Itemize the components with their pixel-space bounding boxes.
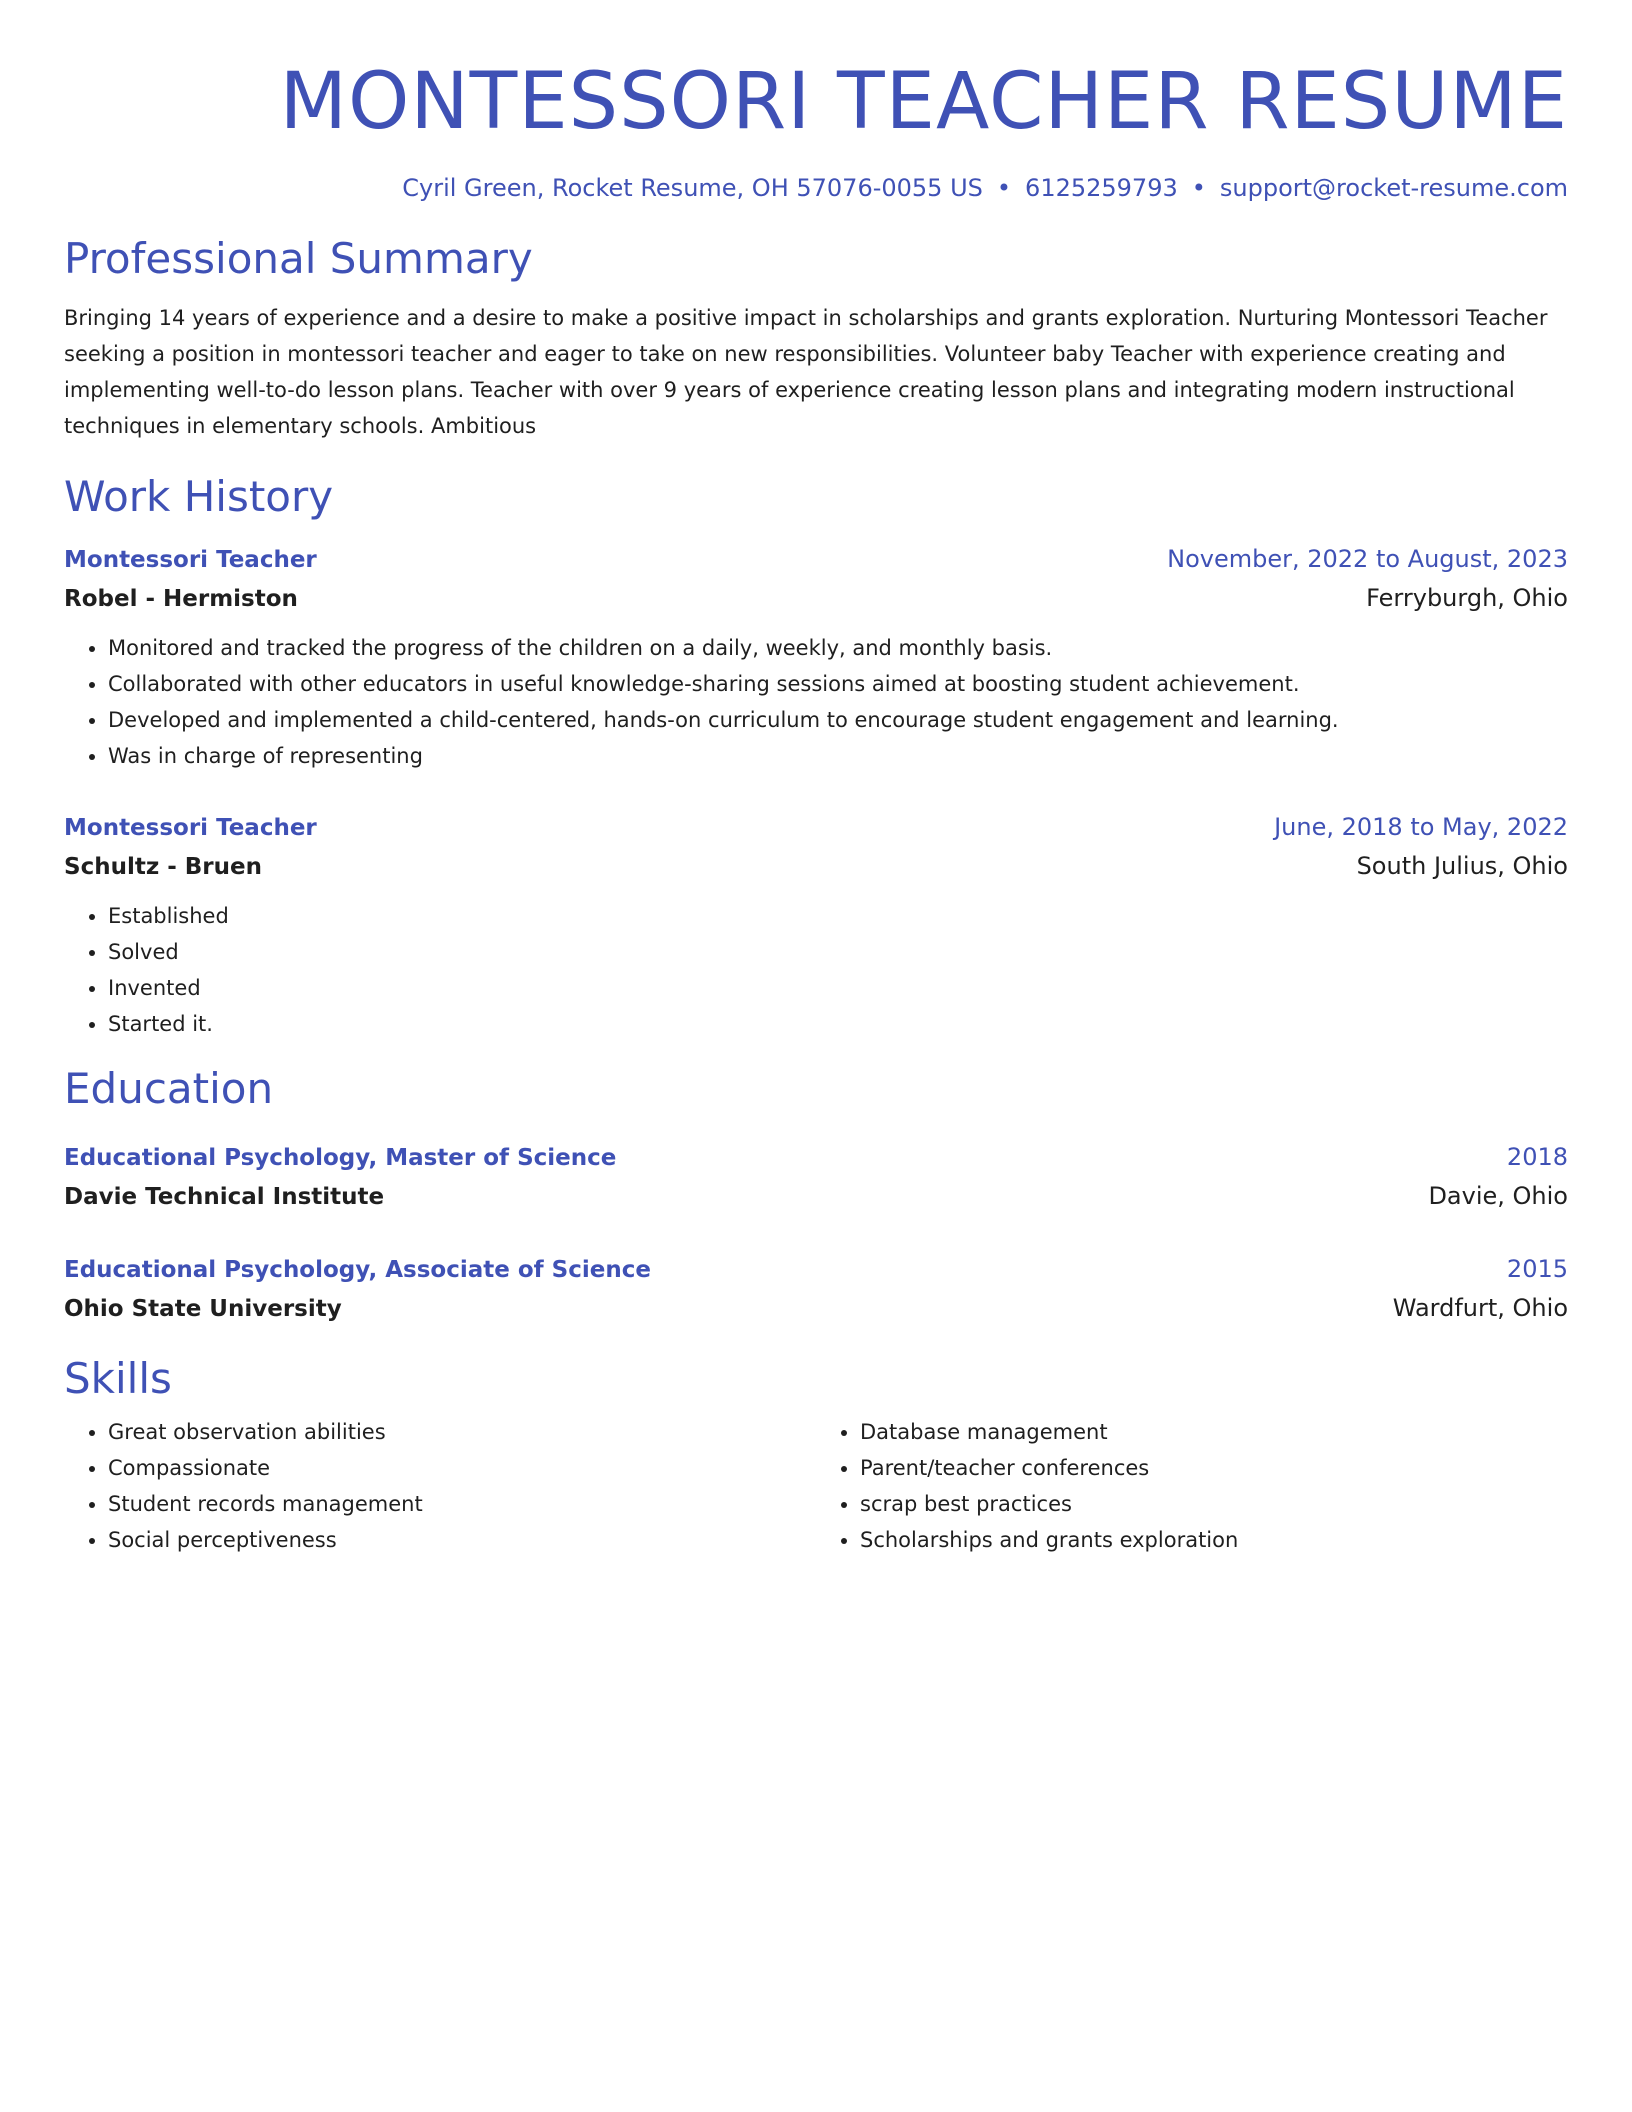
education-heading: Education bbox=[64, 1064, 274, 1113]
resume-title: MONTESSORI TEACHER RESUME bbox=[279, 57, 1568, 147]
education-location: Wardfurt, Ohio bbox=[1392, 1294, 1568, 1322]
job-bullet: • Invented bbox=[108, 970, 1568, 1006]
job-entry bbox=[64, 540, 1568, 774]
job-role: Montessori Teacher bbox=[64, 815, 317, 841]
job-dates: November, 2022 to August, 2023 bbox=[1167, 545, 1568, 573]
job-employer: Robel - Hermiston bbox=[64, 586, 298, 612]
job-employer-row bbox=[64, 579, 1568, 618]
job-location: South Julius, Ohio bbox=[1356, 852, 1568, 880]
job-bullet: • Was in charge of representing bbox=[108, 738, 1568, 774]
education-year: 2018 bbox=[1506, 1143, 1568, 1171]
job-bullet: • Monitored and tracked the progress of the children on a daily, weekly, and monthly basis. bbox=[108, 630, 1568, 666]
education-school-row bbox=[64, 1177, 1568, 1216]
contact-email[interactable]: support@rocket-resume.com bbox=[1219, 174, 1568, 202]
job-header-row bbox=[64, 540, 1568, 579]
contact-separator: • bbox=[996, 174, 1012, 202]
skill-item: • scrap best practices bbox=[860, 1486, 1568, 1522]
job-header-row bbox=[64, 808, 1568, 847]
skills-list-right bbox=[816, 1414, 1568, 1558]
education-entry bbox=[64, 1250, 1568, 1328]
skill-item: • Student records management bbox=[108, 1486, 816, 1522]
contact-line bbox=[64, 172, 1568, 204]
education-school: Ohio State University bbox=[64, 1296, 342, 1322]
job-bullets bbox=[64, 630, 1568, 774]
job-bullet: • Developed and implemented a child-centered, hands-on curriculum to encourage student engagement and learning. bbox=[108, 702, 1568, 738]
education-location: Davie, Ohio bbox=[1428, 1182, 1568, 1210]
job-bullets bbox=[64, 898, 1568, 1042]
skill-item: • Parent/teacher conferences bbox=[860, 1450, 1568, 1486]
skills-columns bbox=[64, 1414, 1568, 1558]
skill-item: • Great observation abilities bbox=[108, 1414, 816, 1450]
contact-phone: 6125259793 bbox=[1025, 174, 1178, 202]
job-bullet: • Collaborated with other educators in useful knowledge-sharing sessions aimed at boosting student achievement. bbox=[108, 666, 1568, 702]
education-header-row bbox=[64, 1250, 1568, 1289]
work-history-heading: Work History bbox=[64, 472, 334, 521]
contact-address: Cyril Green, Rocket Resume, OH 57076-0055 US bbox=[402, 174, 983, 202]
education-degree: Educational Psychology, Associate of Science bbox=[64, 1257, 651, 1283]
education-entry bbox=[64, 1138, 1568, 1216]
skill-item: • Compassionate bbox=[108, 1450, 816, 1486]
summary-heading: Professional Summary bbox=[64, 234, 533, 283]
job-bullet: • Established bbox=[108, 898, 1568, 934]
job-entry bbox=[64, 808, 1568, 1042]
education-school: Davie Technical Institute bbox=[64, 1184, 385, 1210]
skills-list-left bbox=[64, 1414, 816, 1558]
summary-text: Bringing 14 years of experience and a desire to make a positive impact in scholarships and grants exploration. Nurturing Montessori Teacher seeking a position in montessori teacher and eager to take on new responsibilities. Volunteer baby Teacher with experience creating and implementing well-to-do lesson plans. Teacher with over 9 years of experience creating lesson plans and integrating modern instructional techniques in elementary schools. Ambitious bbox=[64, 306, 1548, 438]
education-school-row bbox=[64, 1289, 1568, 1328]
job-role: Montessori Teacher bbox=[64, 547, 317, 573]
job-employer: Schultz - Bruen bbox=[64, 854, 262, 880]
education-degree: Educational Psychology, Master of Science bbox=[64, 1145, 617, 1171]
job-employer-row bbox=[64, 847, 1568, 886]
skill-item: • Scholarships and grants exploration bbox=[860, 1522, 1568, 1558]
skills-heading: Skills bbox=[64, 1354, 172, 1403]
job-location: Ferryburgh, Ohio bbox=[1366, 584, 1568, 612]
job-bullet: • Solved bbox=[108, 934, 1568, 970]
education-year: 2015 bbox=[1506, 1255, 1568, 1283]
skill-item: • Database management bbox=[860, 1414, 1568, 1450]
contact-separator: • bbox=[1191, 174, 1206, 202]
education-header-row bbox=[64, 1138, 1568, 1177]
job-bullet: • Started it. bbox=[108, 1006, 1568, 1042]
job-dates: June, 2018 to May, 2022 bbox=[1274, 813, 1568, 841]
skill-item: • Social perceptiveness bbox=[108, 1522, 816, 1558]
